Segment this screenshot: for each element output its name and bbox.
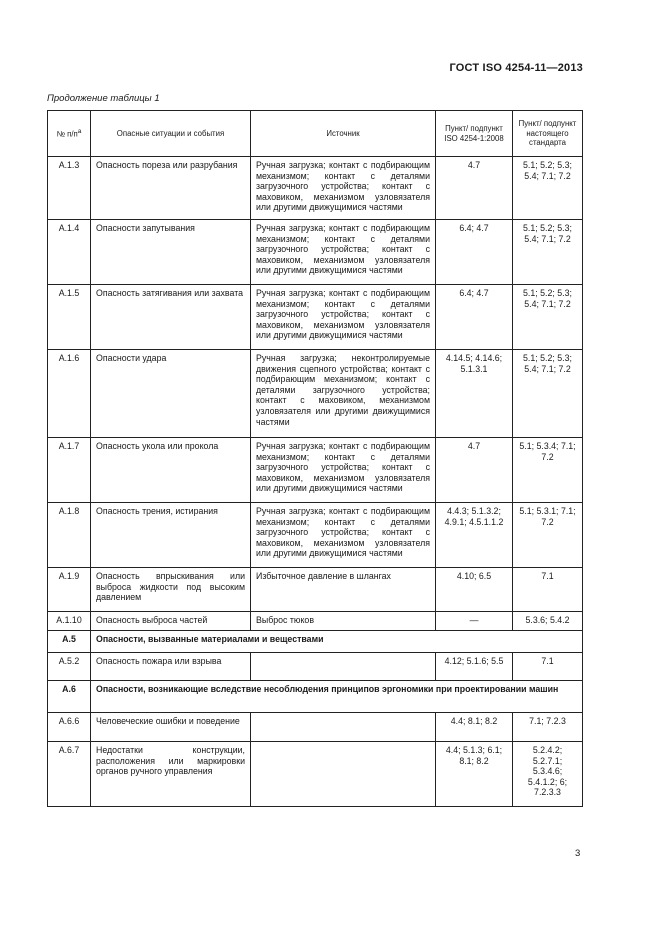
document-code: ГОСТ ISO 4254-11—2013 — [449, 62, 583, 74]
cell-number: А.1.5 — [48, 285, 91, 350]
table-row — [48, 157, 583, 220]
cell-source: Избыточное давление в шлангах — [251, 568, 436, 612]
cell-std-clause: 5.1; 5.3.1; 7.1; 7.2 — [513, 503, 583, 568]
cell-number: А.1.4 — [48, 220, 91, 285]
cell-number: А.5.2 — [48, 653, 91, 681]
header-num: № $п/п^а$ — [48, 111, 91, 157]
table-row — [48, 653, 583, 681]
cell-hazard: Опасности запутывания — [91, 220, 251, 285]
cell-source — [251, 653, 436, 681]
cell-number: А.1.6 — [48, 350, 91, 438]
cell-std-clause: 7.1 — [513, 653, 583, 681]
cell-iso-clause: 4.4.3; 5.1.3.2; 4.9.1; 4.5.1.1.2 — [436, 503, 513, 568]
cell-std-clause: 5.3.6; 5.4.2 — [513, 612, 583, 631]
header-source: Источник — [251, 111, 436, 157]
section-title: Опасности, возникающие вследствие несоблюдения принципов эргономики при проектировании машин — [91, 681, 583, 713]
table-row — [48, 568, 583, 612]
section-row — [48, 631, 583, 653]
cell-source: Ручная загрузка; контакт с подбирающим механизмом; контакт с деталями загрузочного устройства; контакт с маховиком, механизмом узловязателя или другими движущимися частями — [251, 157, 436, 220]
table-row — [48, 220, 583, 285]
cell-iso-clause: 6.4; 4.7 — [436, 220, 513, 285]
cell-std-clause: 5.2.4.2; 5.2.7.1; 5.3.4.6; 5.4.1.2; 6; 7.2.3.3 — [513, 742, 583, 807]
cell-hazard: Опасность пореза или разрубания — [91, 157, 251, 220]
cell-iso-clause: 4.4; 8.1; 8.2 — [436, 713, 513, 742]
cell-hazard: Опасность трения, истирания — [91, 503, 251, 568]
table-row — [48, 612, 583, 631]
cell-iso-clause: 4.7 — [436, 438, 513, 503]
cell-hazard: Опасность укола или прокола — [91, 438, 251, 503]
cell-hazard: Опасность пожара или взрыва — [91, 653, 251, 681]
cell-number: А.6.7 — [48, 742, 91, 807]
cell-source: Ручная загрузка; контакт с подбирающим механизмом; контакт с деталями загрузочного устройства; контакт с маховиком, механизмом узловязателя или другими движущимися частями — [251, 220, 436, 285]
cell-source: Ручная загрузка; контакт с подбирающим механизмом; контакт с деталями загрузочного устройства; контакт с маховиком, механизмом узловязателя или другими движущимися частями — [251, 438, 436, 503]
section-number: А.6 — [48, 681, 91, 713]
cell-iso-clause: 4.10; 6.5 — [436, 568, 513, 612]
table-row — [48, 713, 583, 742]
cell-hazard: Опасность впрыскивания или выброса жидкости под высоким давлением — [91, 568, 251, 612]
cell-source: Ручная загрузка; неконтролируемые движения сцепного устройства; контакт с подбирающим механизмом; контакт с деталями загрузочного устройства; контакт с маховиком, механизмом узловязателя или другими движущимися частями — [251, 350, 436, 438]
cell-iso-clause: 4.4; 5.1.3; 6.1; 8.1; 8.2 — [436, 742, 513, 807]
cell-hazard: Опасность затягивания или захвата — [91, 285, 251, 350]
cell-iso-clause: 4.7 — [436, 157, 513, 220]
cell-hazard: Опасность выброса частей — [91, 612, 251, 631]
header-hazard: Опасные ситуации и события — [91, 111, 251, 157]
cell-iso-clause: — — [436, 612, 513, 631]
cell-source: Выброс тюков — [251, 612, 436, 631]
cell-std-clause: 5.1; 5.2; 5.3; 5.4; 7.1; 7.2 — [513, 350, 583, 438]
cell-number: А.6.6 — [48, 713, 91, 742]
cell-hazard: Недостатки конструкции, расположения или маркировки органов ручного управления — [91, 742, 251, 807]
cell-source: Ручная загрузка; контакт с подбирающим механизмом; контакт с деталями загрузочного устройства; контакт с маховиком, механизмом узловязателя или другими движущимися частями — [251, 285, 436, 350]
page-number: 3 — [575, 848, 581, 859]
header-iso-clause: Пункт/ подпункт ISO 4254-1:2008 — [436, 111, 513, 157]
cell-std-clause: 5.1; 5.2; 5.3; 5.4; 7.1; 7.2 — [513, 220, 583, 285]
cell-number: А.1.9 — [48, 568, 91, 612]
cell-std-clause: 7.1; 7.2.3 — [513, 713, 583, 742]
cell-number: А.1.8 — [48, 503, 91, 568]
cell-iso-clause: 4.14.5; 4.14.6; 5.1.3.1 — [436, 350, 513, 438]
cell-iso-clause: 4.12; 5.1.6; 5.5 — [436, 653, 513, 681]
section-number: А.5 — [48, 631, 91, 653]
section-title: Опасности, вызванные материалами и веществами — [91, 631, 583, 653]
table-row — [48, 438, 583, 503]
cell-number: А.1.3 — [48, 157, 91, 220]
cell-source — [251, 742, 436, 807]
table-row — [48, 350, 583, 438]
table-caption: Продолжение таблицы 1 — [47, 93, 160, 104]
cell-number: А.1.7 — [48, 438, 91, 503]
hazard-table — [47, 110, 583, 807]
header-std-clause: Пункт/ подпункт настоящего стандарта — [513, 111, 583, 157]
section-row — [48, 681, 583, 713]
table-header-row — [48, 111, 583, 157]
cell-std-clause: 5.1; 5.3.4; 7.1; 7.2 — [513, 438, 583, 503]
cell-hazard: Опасности удара — [91, 350, 251, 438]
cell-hazard: Человеческие ошибки и поведение — [91, 713, 251, 742]
cell-std-clause: 5.1; 5.2; 5.3; 5.4; 7.1; 7.2 — [513, 285, 583, 350]
cell-std-clause: 5.1; 5.2; 5.3; 5.4; 7.1; 7.2 — [513, 157, 583, 220]
cell-number: А.1.10 — [48, 612, 91, 631]
table-row — [48, 503, 583, 568]
cell-source: Ручная загрузка; контакт с подбирающим механизмом; контакт с деталями загрузочного устройства; контакт с маховиком, механизмом узловязателя или другими движущимися частями — [251, 503, 436, 568]
cell-iso-clause: 6.4; 4.7 — [436, 285, 513, 350]
table-row — [48, 285, 583, 350]
table-body — [48, 157, 583, 807]
cell-source — [251, 713, 436, 742]
cell-std-clause: 7.1 — [513, 568, 583, 612]
table-row — [48, 742, 583, 807]
